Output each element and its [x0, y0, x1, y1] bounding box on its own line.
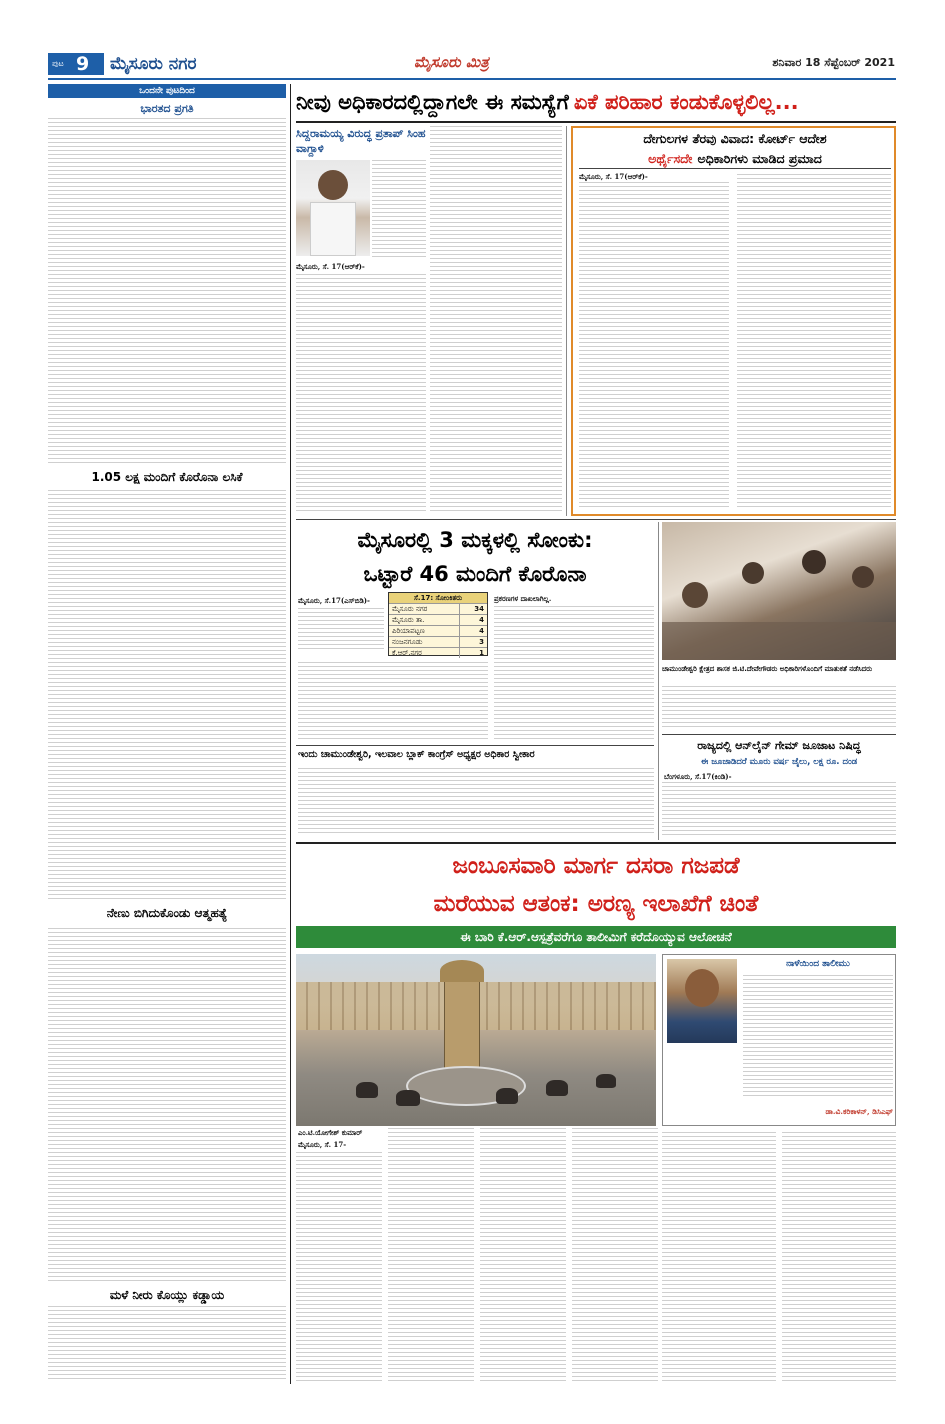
table-cell-label: ಕೆ.ಆರ್.ನಗರ — [389, 648, 460, 659]
page-number: 9 — [76, 53, 90, 75]
meeting-photo — [662, 522, 896, 660]
person-figure-icon — [318, 170, 348, 200]
issue-date: ಶನಿವಾರ 18 ಸೆಪ್ಟೆಂಬರ್ 2021 — [772, 56, 895, 69]
covid-body-col1 — [298, 660, 488, 742]
dasara-body-col3 — [480, 1128, 566, 1384]
temple-headline-rest: ಅಧಿಕಾರಿಗಳು ಮಾಡಿದ ಪ್ರಮಾದ — [697, 151, 822, 166]
covid-dateline: ಮೈಸೂರು, ಸೆ.17(ಎಸ್‌ಬಿಡಿ)- — [298, 596, 370, 605]
dasara-body-col1 — [296, 1152, 382, 1384]
temple-headline: ದೇಗುಲಗಳ ತೆರವು ವಿವಾದ: ಕೋರ್ಟ್ ಆದೇಶ — [643, 131, 827, 146]
kicker-text: ಒಂದನೇ ಪುಟದಿಂದ — [139, 86, 195, 96]
infection-table-grid — [389, 603, 487, 658]
covid-body-col2 — [494, 606, 654, 742]
official-photo — [667, 959, 737, 1043]
covid-headline-box — [296, 522, 654, 592]
covid-col2-head: ಪ್ರಕರಣಗಳ ದಾಖಲಾಗಿಲ್ಲ. — [494, 594, 552, 603]
table-cell-label: ಮೈಸೂರು ತಾ. — [389, 615, 460, 626]
dasara-headline-line2: ಮರೆಯುವ ಆತಂಕ: ಅರಣ್ಯ ಇಲಾಖೆಗೆ ಚಿಂತೆ — [433, 891, 759, 917]
jamboo-savari-photo — [296, 954, 656, 1126]
official-box — [662, 954, 896, 1126]
lead-headline-rule — [296, 121, 896, 123]
temple-body-col2 — [737, 172, 891, 510]
dasara-dateline: ಮೈಸೂರು, ಸೆ. 17- — [298, 1140, 347, 1149]
official-box-body — [743, 973, 893, 1099]
covid-headline-line1: ಮೈಸೂರಲ್ಲಿ 3 ಮಕ್ಕಳಲ್ಲಿ ಸೋಂಕು: — [357, 528, 593, 552]
official-face — [685, 969, 719, 1007]
person-body — [310, 202, 356, 256]
story3-title: ನೇಣು ಬಿಗಿದುಕೊಂಡು ಆತ್ಮಹತ್ಯೆ — [106, 906, 228, 920]
meeting-photo-caption: ಚಾಮುಂಡೇಶ್ವರಿ ಕ್ಷೇತ್ರದ ಶಾಸಕ ಜಿ.ಟಿ.ದೇವೇಗೌಡರು ಅಧಿಕಾರಿಗಳೊಂದಿಗೆ ಮಾತುಕತೆ ನಡೆಸಿದರು — [662, 665, 873, 673]
infection-table — [388, 592, 488, 656]
section-title: ಮೈಸೂರು ನಗರ — [110, 54, 197, 74]
table-row — [389, 604, 487, 615]
table-row — [389, 626, 487, 637]
dasara-body-col4 — [572, 1128, 658, 1384]
elephant-4 — [546, 1080, 568, 1096]
game-dateline: ಬೆಂಗಳೂರು, ಸೆ.17(ಕಿಂಡಿ)- — [664, 772, 732, 781]
person-3 — [802, 550, 826, 574]
lead-subhead: ಸಿದ್ದರಾಮಯ್ಯ ವಿರುದ್ಧ ಪ್ರತಾಪ್ ಸಿಂಹ ವಾಗ್ದಾಳಿ — [296, 127, 426, 155]
covid-headline-line2: ಒಟ್ಟಾರೆ 46 ಮಂದಿಗೆ ಕೊರೊನಾ — [363, 562, 587, 586]
dasara-banner-text: ಈ ಬಾರಿ ಕೆ.ಆರ್.ಆಸ್ಪತ್ರೆವರೆಗೂ ತಾಲೀಮಿಗೆ ಕರೆದೊಯ್ಯುವ ಆಲೋಚನೆ — [460, 930, 732, 944]
clock-tower — [444, 974, 480, 1070]
page-number-badge — [48, 53, 104, 75]
dasara-body-col5 — [662, 1130, 776, 1384]
left-column — [48, 84, 286, 1384]
table-cell-label: ಮೈಸೂರು ನಗರ — [389, 604, 460, 615]
official-name: ಡಾ.ವಿ.ಕರಿಕಾಳನ್, ಡಿಸಿಎಫ್ — [825, 1107, 893, 1116]
dasara-top-rule — [296, 842, 896, 844]
temple-body-col1 — [579, 182, 729, 510]
elephant-2 — [396, 1090, 420, 1106]
lead-body-col1 — [296, 274, 426, 514]
story3-body — [48, 926, 286, 1284]
masthead-logo: ಮೈಸೂರು ಮಿತ್ರ — [414, 53, 489, 71]
small-story-rule — [296, 745, 654, 746]
person-4 — [852, 566, 874, 588]
table-cell-value: 3 — [460, 637, 487, 648]
temple-headline-red: ಅರ್ಥೈಸದೇ — [648, 151, 693, 166]
table-row — [389, 637, 487, 648]
temple-headline-line2 — [579, 148, 891, 167]
pratap-simha-photo — [296, 160, 370, 256]
page-label: ಪುಟ — [52, 59, 64, 68]
elephant-1 — [356, 1082, 378, 1098]
table-cell-value: 4 — [460, 615, 487, 626]
elephant-3 — [496, 1088, 518, 1104]
table-cell-value: 34 — [460, 604, 487, 615]
small-story-body — [298, 766, 654, 836]
dasara-body-col6 — [782, 1130, 896, 1384]
table-cell-label: ಪಿರಿಯಾಪಟ್ಟಣ — [389, 626, 460, 637]
elephant-5 — [596, 1074, 616, 1088]
table-cell-value: 1 — [460, 648, 487, 659]
official-box-title: ನಾಳೆಯಿಂದ ತಾಲೀಮು — [786, 959, 850, 969]
table-row — [389, 615, 487, 626]
person-2 — [742, 562, 764, 584]
mid-rule — [296, 519, 896, 520]
temple-story-box — [571, 126, 896, 516]
lead-headline — [296, 84, 896, 120]
lead-headline-main: ನೀವು ಅಧಿಕಾರದಲ್ಲಿದ್ದಾಗಲೇ ಈ ಸಮಸ್ಯೆಗೆ — [296, 90, 569, 114]
caption-filler — [662, 684, 896, 730]
story1-title: ಭಾರತದ ಪ್ರಗತಿ — [140, 102, 194, 115]
table-cell-label: ನಂಜನಗೂಡು — [389, 637, 460, 648]
covid-body-col1a — [298, 606, 384, 652]
photo-credit: ಎಂ.ಟಿ.ಯೋಗೇಶ್ ಕುಮಾರ್ — [298, 1128, 363, 1137]
lead-body-col1b — [372, 160, 426, 260]
small-story-headline: ಇಂದು ಚಾಮುಂಡೇಶ್ವರಿ, ಇಲವಾಲ ಬ್ಲಾಕ್ ಕಾಂಗ್ರೆಸ್ ಅಧ್ಯಕ್ಷರ ಅಧಿಕಾರ ಸ್ವೀಕಾರ — [298, 749, 535, 760]
lead-body-col2 — [430, 126, 562, 514]
table-shape — [662, 622, 896, 660]
table-cell-value: 4 — [460, 626, 487, 637]
game-subhead: ಈ ಜೂಜಾಡಿದರೆ ಮೂರು ವರ್ಷ ಜೈಲು, ಲಕ್ಷ ರೂ. ದಂಡ — [700, 757, 858, 767]
story4-body — [48, 1306, 286, 1382]
lead-dateline: ಮೈಸೂರು, ಸೆ. 17(ಆರ್‌ಕೆ)- — [296, 262, 365, 271]
table-row — [389, 648, 487, 659]
story2-body — [48, 490, 286, 902]
table-title: ಸೆ.17: ಸೋಂಕಿತರು — [389, 593, 487, 603]
story1-body — [48, 118, 286, 466]
lead-headline-red: ಏಕೆ ಪರಿಹಾರ ಕಂಡುಕೊಳ್ಳಲಿಲ್ಲ... — [573, 90, 799, 114]
game-story-rule — [662, 734, 896, 735]
header-rule — [48, 78, 896, 80]
story2-title: 1.05 ಲಕ್ಷ ಮಂದಿಗೆ ಕೊರೊನಾ ಲಸಿಕೆ — [91, 470, 243, 484]
continued-kicker — [48, 84, 286, 98]
temple-dateline: ಮೈಸೂರು, ಸೆ. 17(ಆರ್‌ಕೆ)- — [579, 172, 648, 181]
column-divider-temple — [566, 126, 567, 516]
story4-title: ಮಳೆ ನೀರು ಕೊಯ್ಲು ಕಡ್ಡಾಯ — [109, 1288, 225, 1302]
person-1 — [682, 582, 708, 608]
game-body — [662, 782, 896, 838]
column-divider-left — [290, 84, 291, 1384]
temple-headline-rule — [579, 168, 891, 169]
dasara-headline-line1: ಜಂಬೂಸವಾರಿ ಮಾರ್ಗ ದಸರಾ ಗಜಪಡೆ — [452, 853, 740, 879]
tower-dome — [440, 960, 484, 982]
page-header — [0, 0, 945, 82]
column-divider-mid — [658, 522, 659, 840]
game-headline: ರಾಜ್ಯದಲ್ಲಿ ಆನ್‌ಲೈನ್ ಗೇಮ್ ಜೂಜಾಟ ನಿಷಿದ್ಧ — [697, 739, 861, 752]
dasara-banner — [296, 926, 896, 948]
dasara-body-col2 — [388, 1128, 474, 1384]
